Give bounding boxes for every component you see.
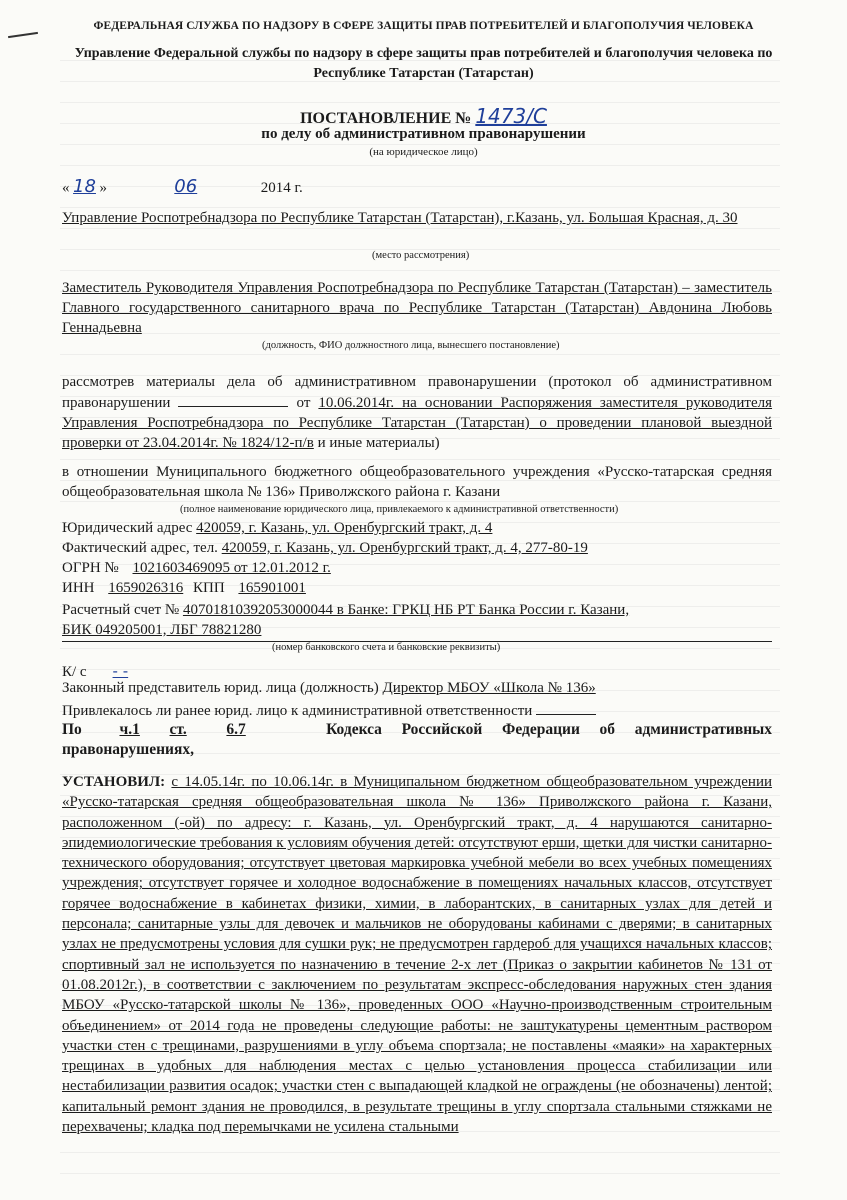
article-part: ч.1 bbox=[119, 721, 140, 738]
inn-kpp-row bbox=[62, 580, 348, 597]
place-of-review: Управление Роспотребнадзора по Республике Татарстан (Татарстан), г.Казань, ул. Большая Красная, д. 30 bbox=[62, 210, 738, 226]
kpp-value: 165901001 bbox=[238, 580, 306, 596]
article-st: ст. bbox=[169, 721, 187, 738]
account-value: 40701810392053000044 в Банке: ГРКЦ НБ РТ Банка России г. Казани, bbox=[182, 602, 630, 618]
ogrn-row bbox=[62, 560, 331, 577]
established-label: УСТАНОВИЛ: bbox=[62, 774, 166, 790]
representative-row bbox=[62, 680, 596, 697]
article-number: 6.7 bbox=[226, 721, 246, 738]
inn-label: ИНН bbox=[62, 580, 95, 596]
review-part3: и иные материалы) bbox=[317, 435, 440, 451]
account-row bbox=[62, 602, 629, 619]
article-code: Кодекса Российской Федерации об административных правонарушениях, bbox=[62, 721, 773, 758]
date-close-quote: » bbox=[99, 180, 107, 196]
document-date bbox=[62, 176, 303, 197]
review-part1: рассмотрев материалы дела об административном правонарушении (протокол об административном правонарушении bbox=[62, 374, 772, 411]
account-label: Расчетный счет № bbox=[62, 602, 180, 618]
subject-caption: (полное наименование юридического лица, привлекаемого к административной ответственности) bbox=[180, 504, 619, 515]
agency-header: ФЕДЕРАЛЬНАЯ СЛУЖБА ПО НАДЗОРУ В СФЕРЕ ЗАЩИТЫ ПРАВ ПОТРЕБИТЕЛЕЙ И БЛАГОПОЛУЧИЯ ЧЕЛОВЕКА bbox=[93, 20, 754, 32]
document-title bbox=[0, 104, 847, 128]
title-prefix: ПОСТАНОВЛЕНИЕ № bbox=[300, 110, 472, 127]
date-day: 18 bbox=[73, 176, 96, 197]
pen-mark bbox=[8, 32, 38, 38]
account-caption: (номер банковского счета и банковские реквизиты) bbox=[272, 642, 501, 653]
prior-liability-row bbox=[62, 700, 596, 720]
article-po: По bbox=[62, 721, 82, 738]
review-part2: от bbox=[296, 395, 311, 411]
official-name: Заместитель Руководителя Управления Роспотребнадзора по Республике Татарстан (Татарстан) – заместитель Главного государственного санитарного врача по Республике Татарстан (Татарстан) Авдонина Любовь Геннадьевна bbox=[62, 280, 772, 336]
legal-address-label: Юридический адрес bbox=[62, 520, 193, 536]
ogrn-value: 1021603469095 от 12.01.2012 г. bbox=[132, 560, 331, 576]
ks-label: К/ с bbox=[62, 664, 87, 680]
legal-address-row bbox=[62, 520, 492, 537]
document-subtitle: по делу об административном правонарушении bbox=[261, 126, 586, 142]
article-paragraph bbox=[62, 720, 772, 760]
review-basis: 10.06.2014г. на основании Распоряжения заместителя руководителя Управления Роспотребнадзора по Республике Татарстан (Татарстан) о проведении плановой выездной проверки от 23.04.2014г. № 1824/12-п/в bbox=[62, 395, 773, 451]
date-month: 06 bbox=[174, 176, 198, 197]
handwritten-number: 1473/С bbox=[475, 104, 547, 128]
established-text: с 14.05.14г. по 10.06.14г. в Муниципальном бюджетном общеобразовательном учреждении «Русско-татарская средняя общеобразовательная школа № 136» Приволжского района г. Казани, расположенном (-ой) по адресу: г. Казань, ул. Оренбургский тракт, д. 4 нарушаются санитарно-эпидемиологические требования к условиям обучения детей: отсутствуют ерши, щетки для чистки санитарно-технического оборудования; отсутствует цветовая маркировка учебной мебели во всех учебных помещениях учреждения; отсутствует горячее и холодное водоснабжение в помещениях начальных классов, отсутствует горячее водоснабжение в кабинетах физики, химии, в лаборантских, в санитарных узлах для детей и персонала; санитарные узлы для девочек и мальчиков не оборудованы кабинами с дверями; в санитарных узлах не предусмотрены условия для сушки рук; не предусмотрен гардероб для учащихся начальных классов; спортивный зал не используется по назначению в течение 2-х лет (Приказ о закрытии кабинетов № 131 от 01.08.2012г.), в соответствии с заключением по результатам экспресс-обследования наружных стен здания МБОУ «Русско-татарской школы № 136», проведенных ООО «Научно-производственным строительным объединением» от 2014 года не проведены следующие работы: не заштукатурены цементным раствором участки стен с трещинами, разрушениями в углу объема спортзала; не поставлены «маяки» на характерных трещинах в удобных для наблюдения местах с целью установления процесса стабилизации или нестабилизации развития осадок; участки стен с выпадающей кладкой не ограждены (не обозначены) лентой; капитальный ремонт здания не проводился, в результате трещины в углу спортзала стальными стяжками не перехвачены; кладка под перемычками не усилена стальными bbox=[62, 774, 773, 1136]
actual-address-label: Фактический адрес, тел. bbox=[62, 540, 218, 556]
place-caption: (место рассмотрения) bbox=[372, 250, 470, 261]
bik-row bbox=[62, 622, 261, 639]
date-year: 2014 г. bbox=[260, 180, 303, 196]
department-header: Управление Федеральной службы по надзору в сфере защиты прав потребителей и благополучия человека по Республике Татарстан (Татарстан) bbox=[74, 46, 773, 81]
inn-value: 1659026316 bbox=[108, 580, 184, 596]
representative-value: Директор МБОУ «Школа № 136» bbox=[382, 680, 596, 696]
date-open-quote: « bbox=[62, 180, 70, 196]
established-paragraph bbox=[62, 772, 772, 1137]
ogrn-label: ОГРН № bbox=[62, 560, 119, 576]
ks-row bbox=[62, 662, 150, 681]
review-paragraph bbox=[62, 372, 772, 453]
bik-value: БИК 049205001, ЛБГ 78821280 bbox=[62, 622, 262, 638]
legal-address-value: 420059, г. Казань, ул. Оренбургский тракт, д. 4 bbox=[196, 520, 493, 536]
subtitle-note: (на юридическое лицо) bbox=[369, 146, 478, 158]
actual-address-value: 420059, г. Казань, ул. Оренбургский тракт, д. 4, 277-80-19 bbox=[221, 540, 588, 556]
prior-liability-label: Привлекалось ли ранее юрид. лицо к административной ответственности bbox=[62, 703, 533, 719]
prior-liability-blank bbox=[536, 700, 596, 715]
protocol-number-blank bbox=[178, 392, 288, 407]
kpp-label: КПП bbox=[193, 580, 225, 596]
official-caption: (должность, ФИО должностного лица, вынесшего постановление) bbox=[262, 340, 560, 351]
ks-value: - - bbox=[112, 662, 129, 680]
subject-entity: в отношении Муниципального бюджетного общеобразовательного учреждения «Русско-татарская средняя общеобразовательная школа № 136» Приволжского района г. Казани bbox=[62, 464, 772, 500]
actual-address-row bbox=[62, 540, 588, 557]
representative-label: Законный представитель юрид. лица (должность) bbox=[62, 680, 379, 696]
